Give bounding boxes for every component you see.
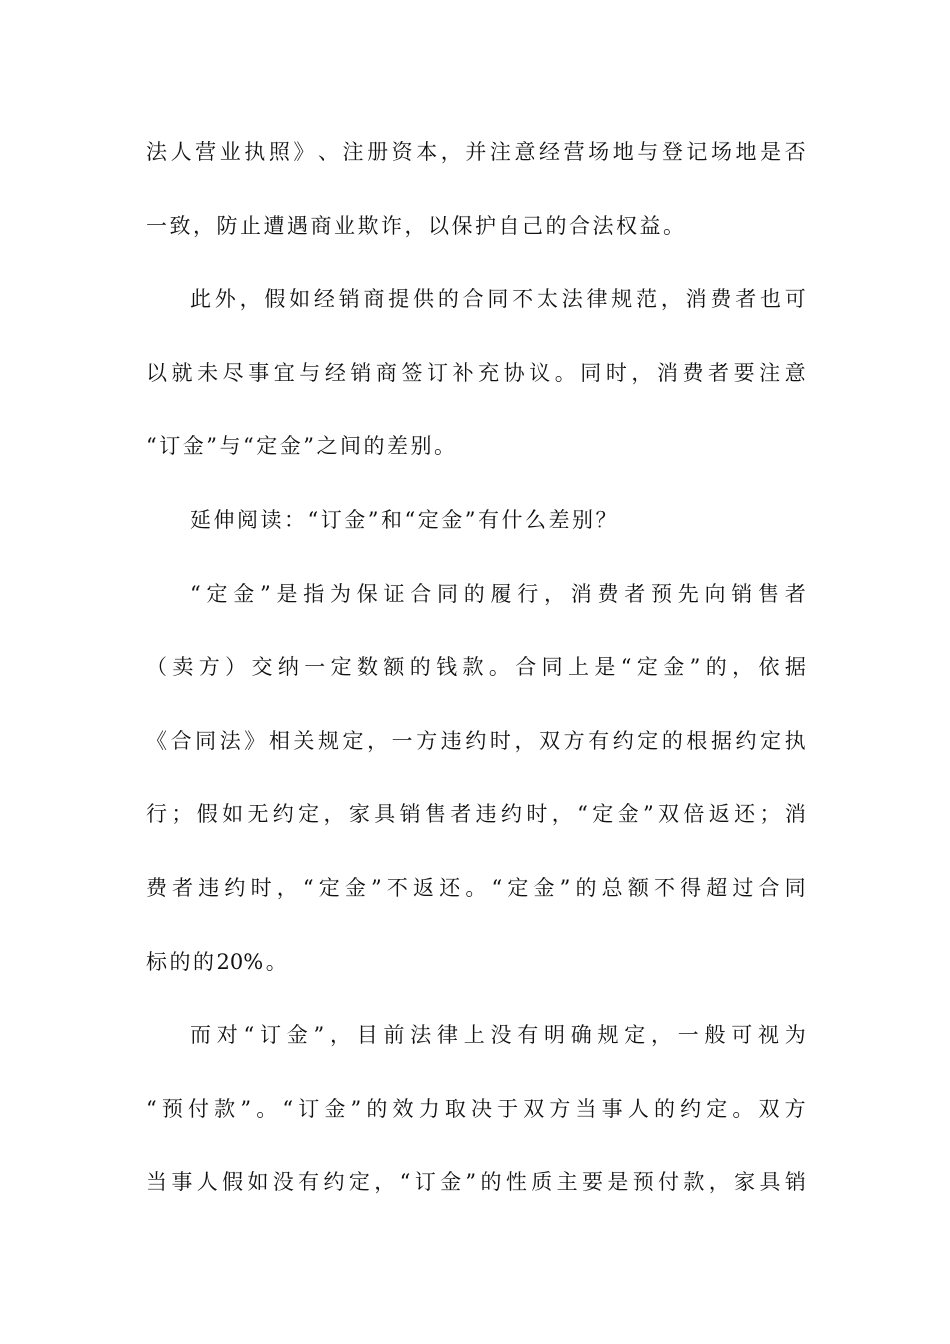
text-line: （ 卖 方 ） 交 纳 一 定 数 额 的 钱 款 。 合 同 上 是 “ 定 金 ” 的 ， 依 据	[146, 655, 806, 680]
text-line: 而 对 “ 订 金 ” ， 目 前 法 律 上 没 有 明 确 规 定 ， 一 般 可 视 为	[190, 1023, 806, 1048]
text-line: 一 致 ， 防 止 遭 遇 商 业 欺 诈 ， 以 保 护 自 己 的 合 法 权 益 。	[146, 213, 684, 238]
text-line: 行 ； 假 如 无 约 定 ， 家 具 销 售 者 违 约 时 ， “ 定 金 ” 双 倍 返 还 ； 消	[146, 802, 806, 827]
body-text	[146, 134, 806, 1238]
text-line: 《 合 同 法 》 相 关 规 定 ， 一 方 违 约 时 ， 双 方 有 约 定 的 根 据 约 定 执	[146, 728, 806, 753]
text-line: 法 人 营 业 执 照 》 、 注 册 资 本 ， 并 注 意 经 营 场 地 与 登 记 场 地 是 否	[146, 140, 806, 164]
text-line: 费 者 违 约 时 ， “ 定 金 ” 不 返 还 。 “ 定 金 ” 的 总 额 不 得 超 过 合 同	[146, 875, 806, 900]
text-line: “ 预 付 款 ” 。 “ 订 金 ” 的 效 力 取 决 于 双 方 当 事 人 的 约 定 。 双 方	[146, 1096, 806, 1121]
text-line: 此 外 ， 假 如 经 销 商 提 供 的 合 同 不 太 法 律 规 范 ， 消 费 者 也 可	[190, 287, 806, 312]
text-line: “ 订 金 ” 与 “ 定 金 ” 之 间 的 差 别 。	[146, 434, 455, 459]
text-line: 延 伸 阅 读 ： “ 订 金 ” 和 “ 定 金 ” 有 什 么 差 别 ？	[190, 507, 617, 532]
text-line: 标 的 的 20% 。	[146, 949, 287, 974]
text-line: “ 定 金 ” 是 指 为 保 证 合 同 的 履 行 ， 消 费 者 预 先 向 销 售 者	[190, 581, 806, 606]
text-line: 当 事 人 假 如 没 有 约 定 ， “ 订 金 ” 的 性 质 主 要 是 预 付 款 ， 家 具 销	[146, 1170, 806, 1195]
text-line: 以 就 未 尽 事 宜 与 经 销 商 签 订 补 充 协 议 。 同 时 ， 消 费 者 要 注 意	[146, 360, 806, 385]
